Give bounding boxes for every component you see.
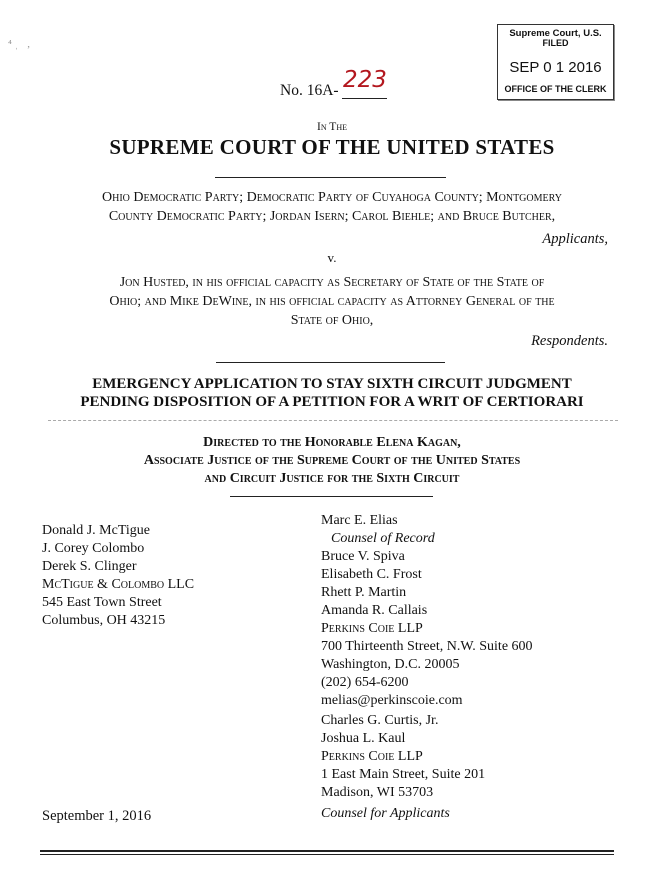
right-counsel-block-1 xyxy=(321,512,533,710)
application-title-line-2: PENDING DISPOSITION OF A PETITION FOR A WRIT OF CERTIORARI xyxy=(80,394,584,410)
right-counsel-block-2 xyxy=(321,712,485,823)
applicants-line-1: Ohio Democratic Party; Democratic Party of Cuyahoga County; Montgomery xyxy=(102,190,562,205)
application-title-line-1: EMERGENCY APPLICATION TO STAY SIXTH CIRCUIT JUDGMENT xyxy=(92,376,572,392)
application-title xyxy=(0,375,664,411)
docket-underline xyxy=(342,98,387,99)
firm-name: McTigue & Colombo LLC xyxy=(42,577,195,592)
counsel-name: Elisabeth C. Frost xyxy=(321,567,422,582)
counsel-name: Bruce V. Spiva xyxy=(321,549,405,564)
filed-stamp xyxy=(497,24,614,100)
respondents-line-3: State of Ohio, xyxy=(290,313,374,328)
address-street: 1 East Main Street, Suite 201 xyxy=(321,767,486,782)
respondents-line-2: Ohio; and Mike DeWine, in his official capacity as Attorney General of the xyxy=(109,294,555,309)
address-city: Washington, D.C. 20005 xyxy=(321,657,460,672)
address-street: 700 Thirteenth Street, N.W. Suite 600 xyxy=(321,639,533,654)
counsel-name: Rhett P. Martin xyxy=(321,585,407,600)
counsel-of-record-name: Marc E. Elias xyxy=(321,513,398,528)
fold-line xyxy=(48,420,618,421)
stamp-office: OFFICE OF THE CLERK xyxy=(504,84,607,94)
respondents-line-1: Jon Husted, in his official capacity as Secretary of State of the State of xyxy=(119,275,545,290)
directed-to xyxy=(0,434,664,488)
court-name: SUPREME COURT OF THE UNITED STATES xyxy=(109,135,555,159)
counsel-name: Joshua L. Kaul xyxy=(321,731,406,746)
divider xyxy=(230,496,433,497)
footer-rule xyxy=(40,854,614,855)
counsel-role: Counsel of Record xyxy=(331,531,435,546)
address-city: Columbus, OH 43215 xyxy=(42,613,166,628)
respondents-label: Respondents. xyxy=(531,333,608,349)
counsel-name: Charles G. Curtis, Jr. xyxy=(321,713,439,728)
margin-marks: ⁴ˌ , xyxy=(8,38,33,50)
versus: v. xyxy=(327,250,337,265)
directed-line-1: Directed to the Honorable Elena Kagan, xyxy=(203,435,461,450)
applicants-label: Applicants, xyxy=(542,231,608,247)
counsel-for-applicants: Counsel for Applicants xyxy=(321,806,450,821)
respondents-names xyxy=(30,273,634,330)
counsel-name: Amanda R. Callais xyxy=(321,603,428,618)
in-the: In The xyxy=(317,121,347,133)
stamp-date: SEP 0 1 2016 xyxy=(509,59,602,76)
address-city: Madison, WI 53703 xyxy=(321,785,434,800)
stamp-court: Supreme Court, U.S. xyxy=(509,28,602,39)
counsel-name: Derek S. Clinger xyxy=(42,559,137,574)
divider xyxy=(216,362,445,363)
firm-name: Perkins Coie LLP xyxy=(321,621,423,636)
docket-prefix: No. 16A- xyxy=(280,82,339,99)
counsel-name: Donald J. McTigue xyxy=(42,523,150,538)
stamp-filed: FILED xyxy=(542,38,569,48)
email-address: melias@perkinscoie.com xyxy=(321,693,463,708)
left-counsel-block xyxy=(42,522,194,630)
phone-number: (202) 654-6200 xyxy=(321,675,409,690)
firm-name: Perkins Coie LLP xyxy=(321,749,423,764)
counsel-name: J. Corey Colombo xyxy=(42,541,145,556)
divider xyxy=(215,177,446,178)
docket-number: 223 xyxy=(343,67,387,93)
applicants-names xyxy=(30,188,634,226)
filing-date: September 1, 2016 xyxy=(42,808,152,824)
directed-line-2: Associate Justice of the Supreme Court of the United States xyxy=(143,453,521,468)
directed-line-3: and Circuit Justice for the Sixth Circuit xyxy=(204,471,460,486)
applicants-line-2: County Democratic Party; Jordan Isern; Carol Biehle; and Bruce Butcher, xyxy=(108,209,556,224)
footer-rule xyxy=(40,850,614,852)
address-street: 545 East Town Street xyxy=(42,595,162,610)
